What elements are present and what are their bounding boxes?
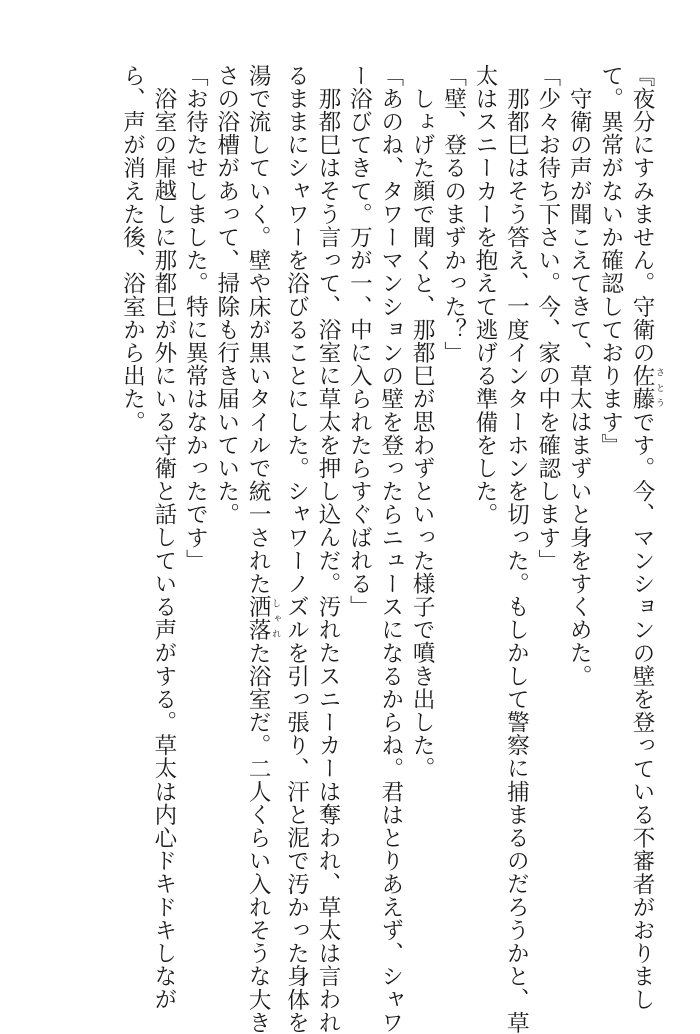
text-line-9: 「あのね、タワーマンションの壁を登ったらニュースになるからね。君はとりあえず、シャワ — [377, 64, 404, 1034]
text-line-10: ー浴びてきて。万が一、中に入られたらすぐばれる」 — [346, 64, 373, 619]
ruby-sato: 佐藤 さとう — [629, 364, 664, 411]
text-line-16: 浴室の扉越しに那都巳が外にいる守衛と話している声がする。草太は内心ドキドキしなが — [150, 86, 177, 1011]
text-line-8: しょげた顔で聞くと、那都巳が思わずといった様子で噴き出した。 — [409, 86, 436, 780]
text-line-13: 湯で流していく。壁や床が黒いタイルで統一された洒落 しゃれた浴室だ。二人くらい入れそうな大き — [245, 64, 281, 1034]
ruby-share: 洒落 しゃれ — [245, 595, 281, 642]
text-line-4: 「少々お待ち下さい。今、家の中を確認します」 — [534, 64, 561, 573]
text-line-2: て。異常がないか確認しております』 — [597, 64, 624, 457]
text-line-1: 『夜分にすみません。守衛の佐藤 さとうです。今、マンションの壁を登っている不審者がおりまし — [629, 64, 664, 1012]
text-line-12: るままにシャワーを浴びることにした。シャワーノズルを引っ張り、汗と泥で汚かった身体を — [283, 64, 310, 1034]
text-line-17: ら、声が消えた後、浴室から出た。 — [119, 64, 146, 434]
vertical-text-body — [116, 64, 664, 1034]
text-line-14: さの浴槽があって、掃除も行き届いていた。 — [213, 64, 240, 526]
text-line-3: 守衛の声が聞こえてきて、草太はまずいと身をすくめた。 — [566, 86, 593, 688]
text-line-6: 太はスニーカーを抱えて逃げる準備をした。 — [471, 64, 498, 526]
text-line-11: 那都巳はそう言って、浴室に草太を押し込んだ。汚れたスニーカーは奪われ、草太は言われ — [314, 86, 341, 1034]
text-line-5: 那都巳はそう答え、一度インターホンを切った。もしかして警察に捕まるのだろうかと、草 — [503, 86, 530, 1034]
text-line-15: 「お待たせしました。特に異常はなかったです」 — [182, 64, 209, 573]
text-line-7: 「壁、登るのまずかった？」 — [440, 64, 467, 365]
